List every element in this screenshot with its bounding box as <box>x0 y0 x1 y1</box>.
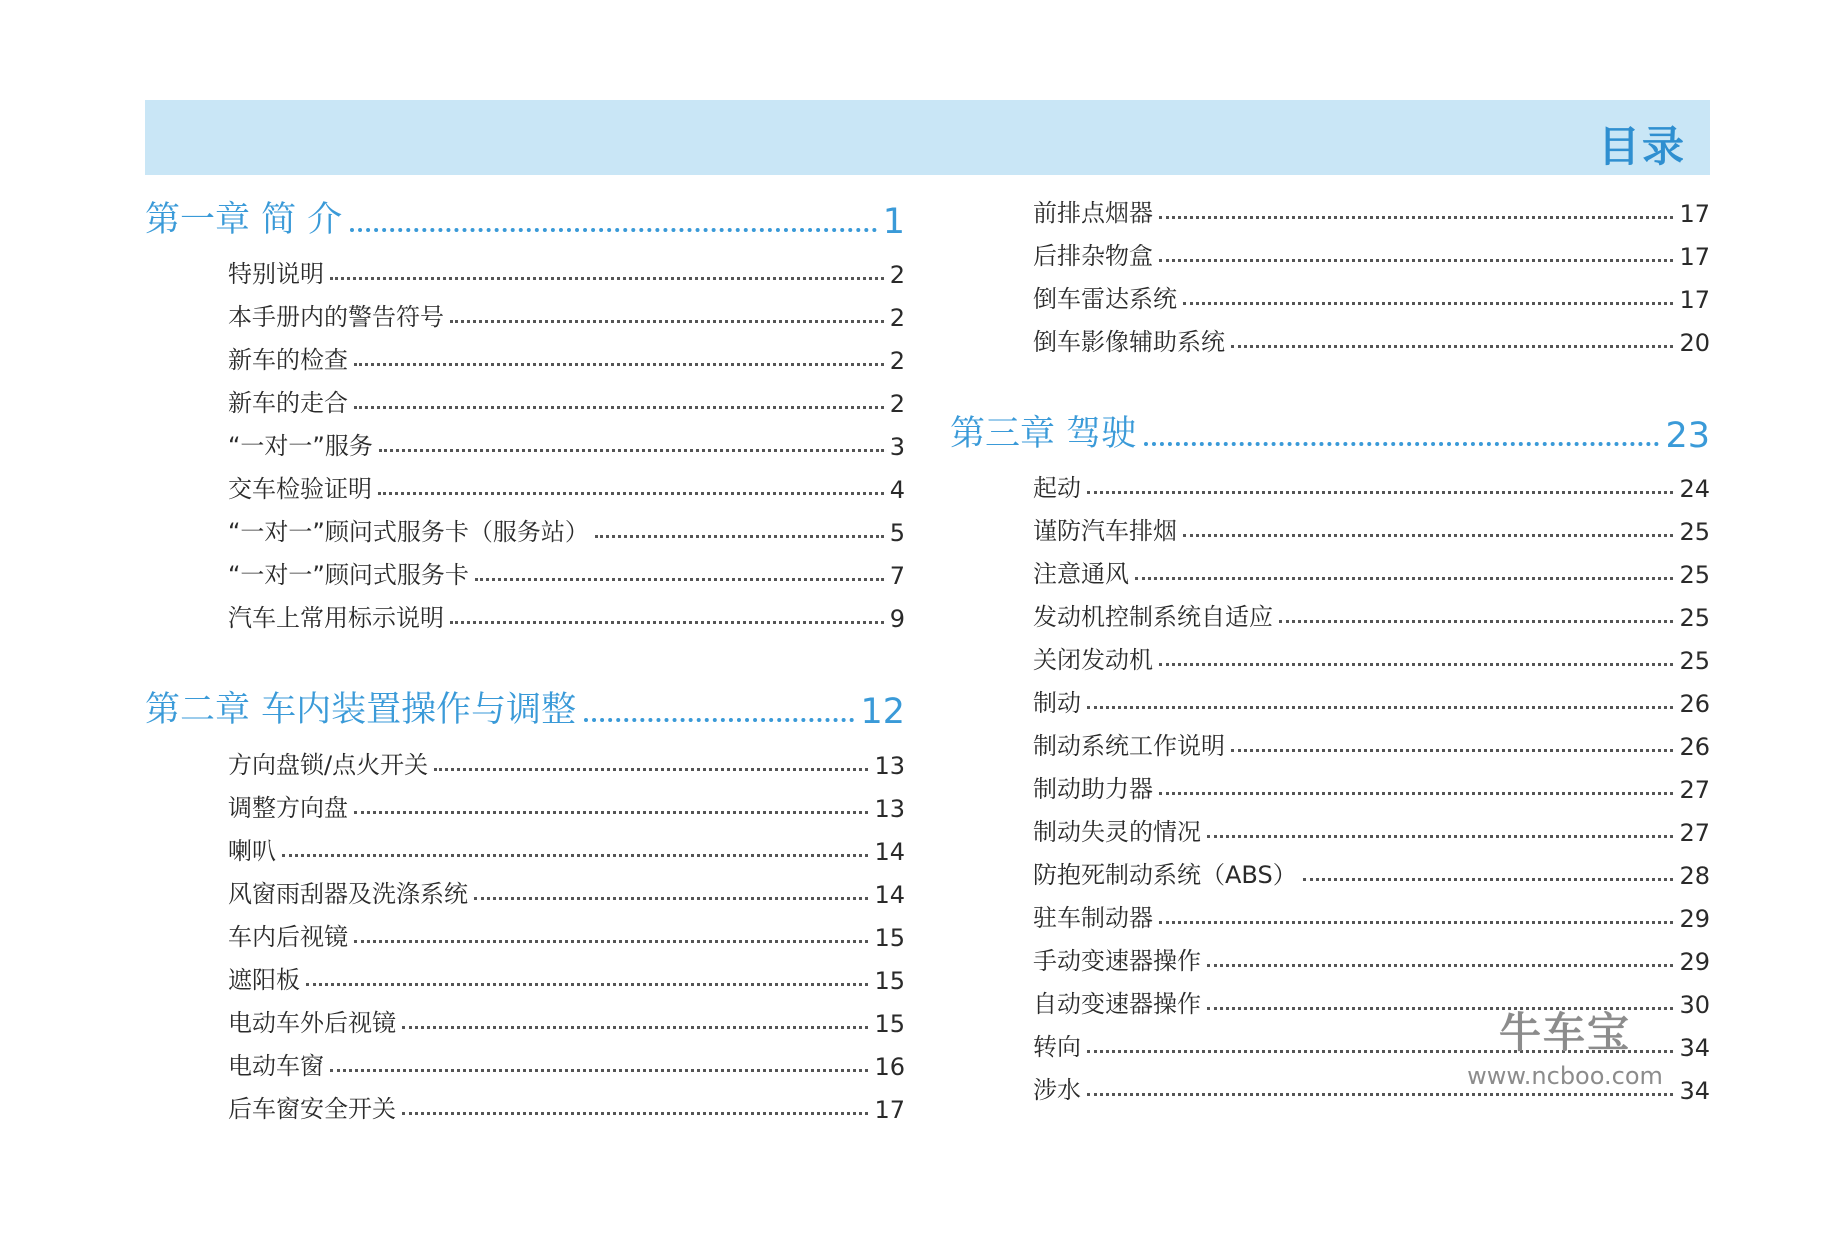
entry-title: 后排杂物盒 <box>1033 242 1153 270</box>
entry-page: 25 <box>1679 518 1710 546</box>
page-title: 目录 <box>1597 122 1686 171</box>
dot-leader <box>1303 878 1674 881</box>
entry-page: 5 <box>889 519 905 547</box>
toc-entry[interactable] <box>228 550 905 590</box>
dot-leader <box>1183 534 1673 537</box>
dot-leader <box>1231 345 1673 348</box>
entry-page: 25 <box>1679 647 1710 675</box>
toc-entry[interactable] <box>228 826 905 866</box>
dot-leader <box>1207 964 1673 967</box>
entry-page: 17 <box>1679 243 1710 271</box>
entry-title: “一对一”顾问式服务卡 <box>228 561 469 589</box>
dot-leader <box>1087 491 1673 494</box>
chapter-page: 1 <box>882 202 905 242</box>
dot-leader <box>1207 835 1673 838</box>
dot-leader <box>378 492 884 495</box>
toc-entry[interactable] <box>228 593 905 633</box>
entry-page: 2 <box>889 261 905 289</box>
dot-leader <box>1231 749 1673 752</box>
chapter-page: 12 <box>860 692 905 732</box>
entry-page: 25 <box>1679 604 1710 632</box>
dot-leader <box>584 718 854 722</box>
dot-leader <box>1159 921 1673 924</box>
toc-entry[interactable] <box>1033 592 1710 632</box>
entry-page: 15 <box>874 967 905 995</box>
dot-leader <box>350 228 876 232</box>
entry-page: 27 <box>1679 776 1710 804</box>
entry-page: 16 <box>874 1053 905 1081</box>
entry-page: 20 <box>1679 329 1710 357</box>
entry-page: 25 <box>1679 561 1710 589</box>
chapter-page: 23 <box>1665 416 1710 456</box>
dot-leader <box>354 363 884 366</box>
dot-leader <box>1159 259 1673 262</box>
entry-page: 29 <box>1679 905 1710 933</box>
dot-leader <box>1183 302 1673 305</box>
toc-entry[interactable] <box>228 292 905 332</box>
dot-leader <box>354 406 884 409</box>
entry-page: 14 <box>874 838 905 866</box>
entry-title: 制动系统工作说明 <box>1033 732 1225 760</box>
dot-leader <box>1144 442 1659 446</box>
dot-leader <box>282 854 868 857</box>
entry-title: 本手册内的警告符号 <box>228 303 444 331</box>
dot-leader <box>402 1112 868 1115</box>
entry-page: 27 <box>1679 819 1710 847</box>
entry-page: 30 <box>1679 991 1710 1019</box>
toc-entry[interactable] <box>1033 721 1710 761</box>
toc-entry[interactable] <box>1033 807 1710 847</box>
toc-entry[interactable] <box>1033 678 1710 718</box>
entry-title: 制动助力器 <box>1033 775 1153 803</box>
dot-leader <box>1159 216 1673 219</box>
entry-title: 涉水 <box>1033 1076 1081 1104</box>
toc-entry[interactable] <box>1033 463 1710 503</box>
entry-page: 2 <box>889 390 905 418</box>
toc-entry[interactable] <box>228 869 905 909</box>
dot-leader <box>402 1026 868 1029</box>
entry-title: 防抱死制动系统（ABS） <box>1033 861 1297 889</box>
toc-entry[interactable] <box>228 1084 905 1124</box>
dot-leader <box>1135 577 1673 580</box>
entry-title: “一对一”顾问式服务卡（服务站） <box>228 518 589 546</box>
entry-title: 风窗雨刮器及洗涤系统 <box>228 880 468 908</box>
entry-title: 手动变速器操作 <box>1033 947 1201 975</box>
dot-leader <box>379 449 884 452</box>
watermark-url: www.ncboo.com <box>1467 1062 1663 1090</box>
entry-title: 驻车制动器 <box>1033 904 1153 932</box>
toc-chapter-3[interactable] <box>950 404 1710 456</box>
entry-page: 2 <box>889 347 905 375</box>
dot-leader <box>475 578 884 581</box>
dot-leader <box>1159 792 1673 795</box>
toc-entry[interactable] <box>228 783 905 823</box>
entry-title: 关闭发动机 <box>1033 646 1153 674</box>
dot-leader <box>1087 706 1673 709</box>
entry-title: 自动变速器操作 <box>1033 990 1201 1018</box>
entry-title: 制动失灵的情况 <box>1033 818 1201 846</box>
entry-title: 倒车雷达系统 <box>1033 285 1177 313</box>
dot-leader <box>474 897 868 900</box>
dot-leader <box>450 320 884 323</box>
entry-page: 3 <box>889 433 905 461</box>
entry-title: 汽车上常用标示说明 <box>228 604 444 632</box>
toc-entry[interactable] <box>228 335 905 375</box>
toc-entry[interactable] <box>1033 893 1710 933</box>
header-band <box>145 100 1710 175</box>
entry-title: 交车检验证明 <box>228 475 372 503</box>
entry-title: 转向 <box>1033 1033 1081 1061</box>
dot-leader <box>595 535 884 538</box>
toc-entry[interactable] <box>228 740 905 780</box>
entry-title: 电动车外后视镜 <box>228 1009 396 1037</box>
entry-title: 注意通风 <box>1033 560 1129 588</box>
entry-page: 17 <box>874 1096 905 1124</box>
dot-leader <box>434 768 868 771</box>
entry-title: 前排点烟器 <box>1033 199 1153 227</box>
entry-title: 新车的检查 <box>228 346 348 374</box>
toc-entry[interactable] <box>1033 764 1710 804</box>
entry-title: 调整方向盘 <box>228 794 348 822</box>
entry-title: “一对一”服务 <box>228 432 373 460</box>
watermark <box>1450 1000 1680 1090</box>
entry-title: 发动机控制系统自适应 <box>1033 603 1273 631</box>
entry-page: 29 <box>1679 948 1710 976</box>
entry-page: 7 <box>889 562 905 590</box>
entry-page: 13 <box>874 795 905 823</box>
entry-title: 电动车窗 <box>228 1052 324 1080</box>
entry-page: 13 <box>874 752 905 780</box>
toc-entry[interactable] <box>1033 635 1710 675</box>
toc-entry[interactable] <box>1033 936 1710 976</box>
entry-title: 喇叭 <box>228 837 276 865</box>
entry-title: 起动 <box>1033 474 1081 502</box>
toc-entry[interactable] <box>228 998 905 1038</box>
entry-page: 14 <box>874 881 905 909</box>
entry-page: 9 <box>889 605 905 633</box>
dot-leader <box>450 621 884 624</box>
dot-leader <box>330 277 884 280</box>
entry-title: 制动 <box>1033 689 1081 717</box>
entry-title: 方向盘锁/点火开关 <box>228 751 429 779</box>
chapter-title: 第二章 车内装置操作与调整 <box>145 690 577 730</box>
dot-leader <box>306 983 868 986</box>
toc-entry[interactable] <box>228 1041 905 1081</box>
entry-page: 24 <box>1679 475 1710 503</box>
entry-page: 4 <box>889 476 905 504</box>
toc-entry[interactable] <box>228 249 905 289</box>
toc-entry[interactable] <box>228 507 905 547</box>
entry-page: 17 <box>1679 286 1710 314</box>
entry-title: 后车窗安全开关 <box>228 1095 396 1123</box>
entry-title: 谨防汽车排烟 <box>1033 517 1177 545</box>
entry-page: 15 <box>874 1010 905 1038</box>
toc-chapter-1[interactable] <box>145 190 905 242</box>
dot-leader <box>1159 663 1673 666</box>
entry-page: 2 <box>889 304 905 332</box>
dot-leader <box>354 940 868 943</box>
toc-entry[interactable] <box>228 421 905 461</box>
entry-page: 28 <box>1679 862 1710 890</box>
toc-entry[interactable] <box>228 464 905 504</box>
chapter-title: 第一章 简 介 <box>145 200 343 240</box>
entry-title: 新车的走合 <box>228 389 348 417</box>
toc-entry[interactable] <box>1033 188 1710 228</box>
entry-title: 遮阳板 <box>228 966 300 994</box>
dot-leader <box>1087 1093 1673 1096</box>
entry-page: 26 <box>1679 733 1710 761</box>
toc-entry[interactable] <box>1033 850 1710 890</box>
toc-entry[interactable] <box>228 378 905 418</box>
toc-entry[interactable] <box>1033 317 1710 357</box>
toc-entry[interactable] <box>1033 506 1710 546</box>
chapter-title: 第三章 驾驶 <box>950 414 1137 454</box>
entry-page: 26 <box>1679 690 1710 718</box>
toc-chapter-2[interactable] <box>145 680 905 732</box>
entry-page: 34 <box>1679 1034 1710 1062</box>
toc-entry[interactable] <box>1033 274 1710 314</box>
dot-leader <box>330 1069 868 1072</box>
entry-page: 15 <box>874 924 905 952</box>
entry-page: 34 <box>1679 1077 1710 1105</box>
entry-title: 特别说明 <box>228 260 324 288</box>
dot-leader <box>1279 620 1673 623</box>
toc-entry[interactable] <box>1033 231 1710 271</box>
entry-page: 17 <box>1679 200 1710 228</box>
entry-title: 倒车影像辅助系统 <box>1033 328 1225 356</box>
toc-entry[interactable] <box>1033 549 1710 589</box>
entry-title: 车内后视镜 <box>228 923 348 951</box>
toc-entry[interactable] <box>228 955 905 995</box>
dot-leader <box>354 811 868 814</box>
watermark-name: 牛车宝 <box>1498 1008 1631 1057</box>
toc-entry[interactable] <box>228 912 905 952</box>
